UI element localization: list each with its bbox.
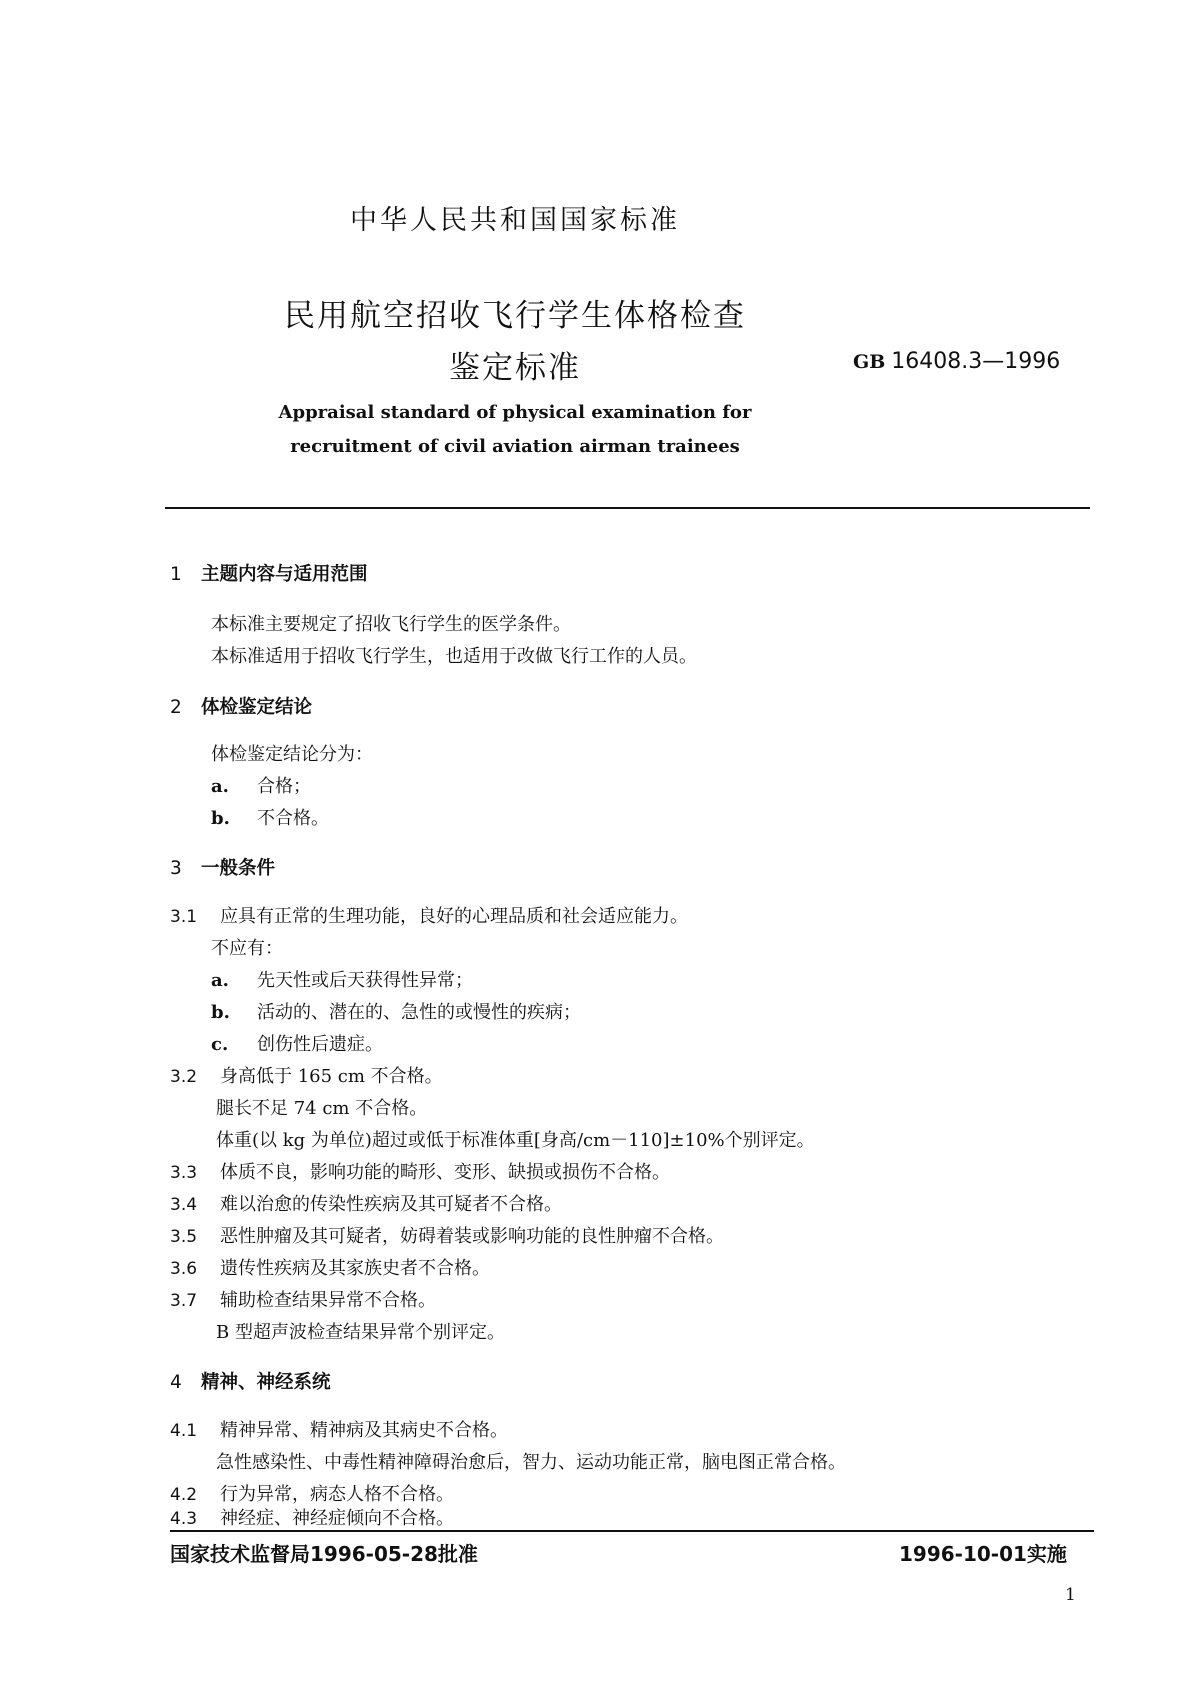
list-text: 合格； <box>257 776 311 797</box>
clause-number: 3.5 <box>170 1227 198 1247</box>
list-label: c. <box>211 1034 229 1055</box>
implementation-date: 1996-10-01实施 <box>899 1542 1067 1566</box>
clause-3-7 <box>170 1286 436 1312</box>
clause-number: 3.1 <box>170 907 198 927</box>
list-item <box>211 804 329 830</box>
list-text: 活动的、潜在的、急性的或慢性的疾病； <box>257 1002 581 1023</box>
clause-3-3 <box>170 1158 670 1184</box>
national-standard-heading: 中华人民共和国国家标准 <box>350 205 680 236</box>
clause-number: 3.3 <box>170 1163 198 1183</box>
list-label: a. <box>211 776 229 797</box>
list-label: a. <box>211 970 229 991</box>
list-item <box>211 772 311 798</box>
clause-number: 4.3 <box>170 1509 198 1529</box>
clause-3-1 <box>170 902 688 928</box>
clause-text: 辅助检查结果异常不合格。 <box>220 1290 436 1311</box>
clause-text: 身高低于 165 cm 不合格。 <box>220 1066 443 1087</box>
clause-number: 3.7 <box>170 1291 198 1311</box>
clause-number: 3.4 <box>170 1195 198 1215</box>
clause-text: 神经症、神经症倾向不合格。 <box>220 1508 454 1529</box>
standard-code: 16408.3—1996 <box>891 349 1061 374</box>
clause-text: 行为异常，病态人格不合格。 <box>220 1484 454 1505</box>
paragraph: 体重(以 kg 为单位)超过或低于标准体重[身高/cm－110]±10%个别评定。 <box>216 1130 815 1151</box>
paragraph: 本标准主要规定了招收飞行学生的医学条件。 <box>211 614 571 635</box>
section-number: 4 <box>170 1372 182 1393</box>
section-3-heading <box>170 854 275 880</box>
document-title-line2: 鉴定标准 <box>449 350 581 386</box>
clause-4-1 <box>170 1416 508 1442</box>
section-title: 体检鉴定结论 <box>201 697 313 718</box>
section-4-heading <box>170 1368 331 1394</box>
clause-number: 4.1 <box>170 1421 198 1441</box>
clause-text: 遗传性疾病及其家族史者不合格。 <box>220 1258 490 1279</box>
approval-note: 国家技术监督局1996-05-28批准 <box>170 1542 478 1566</box>
header-divider <box>165 507 1090 509</box>
section-number: 2 <box>170 697 182 718</box>
clause-text: 应具有正常的生理功能，良好的心理品质和社会适应能力。 <box>220 906 688 927</box>
paragraph: 体检鉴定结论分为： <box>211 744 373 765</box>
section-2-heading <box>170 693 312 719</box>
list-label: b. <box>211 808 230 829</box>
clause-text: 难以治愈的传染性疾病及其可疑者不合格。 <box>220 1194 562 1215</box>
clause-3-4 <box>170 1190 562 1216</box>
section-number: 3 <box>170 858 182 879</box>
section-title: 精神、神经系统 <box>201 1372 331 1393</box>
clause-3-2 <box>170 1062 443 1088</box>
footer-divider <box>170 1530 1094 1532</box>
standard-prefix: GB <box>853 351 886 373</box>
list-text: 创伤性后遗症。 <box>257 1034 383 1055</box>
paragraph: 腿长不足 74 cm 不合格。 <box>216 1098 428 1119</box>
clause-number: 3.2 <box>170 1067 198 1087</box>
list-item <box>211 998 581 1024</box>
list-text: 不合格。 <box>257 808 329 829</box>
clause-number: 3.6 <box>170 1259 198 1279</box>
list-item <box>211 1030 383 1056</box>
list-item <box>211 966 473 992</box>
page-number: 1 <box>1065 1585 1076 1605</box>
section-1-heading <box>170 560 368 586</box>
paragraph: 不应有： <box>211 938 283 959</box>
paragraph: B 型超声波检查结果异常个别评定。 <box>216 1322 505 1343</box>
paragraph: 本标准适用于招收飞行学生，也适用于改做飞行工作的人员。 <box>211 646 697 667</box>
clause-text: 体质不良，影响功能的畸形、变形、缺损或损伤不合格。 <box>220 1162 670 1183</box>
clause-3-6 <box>170 1254 490 1280</box>
english-title-line2: recruitment of civil aviation airman trainees <box>290 436 740 457</box>
section-title: 主题内容与适用范围 <box>201 564 368 585</box>
section-title: 一般条件 <box>201 858 276 879</box>
clause-text: 恶性肿瘤及其可疑者，妨碍着装或影响功能的良性肿瘤不合格。 <box>220 1226 724 1247</box>
clause-text: 精神异常、精神病及其病史不合格。 <box>220 1420 508 1441</box>
clause-number: 4.2 <box>170 1485 198 1505</box>
paragraph: 急性感染性、中毒性精神障碍治愈后，智力、运动功能正常，脑电图正常合格。 <box>216 1452 846 1473</box>
english-title-line1: Appraisal standard of physical examination for <box>278 402 752 423</box>
section-number: 1 <box>170 564 182 585</box>
clause-4-3 <box>170 1504 454 1530</box>
clause-3-5 <box>170 1222 724 1248</box>
clause-4-2 <box>170 1480 454 1506</box>
list-text: 先天性或后天获得性异常； <box>257 970 473 991</box>
document-title-line1: 民用航空招收飞行学生体格检查 <box>284 298 746 334</box>
list-label: b. <box>211 1002 230 1023</box>
standard-number <box>853 349 1060 374</box>
